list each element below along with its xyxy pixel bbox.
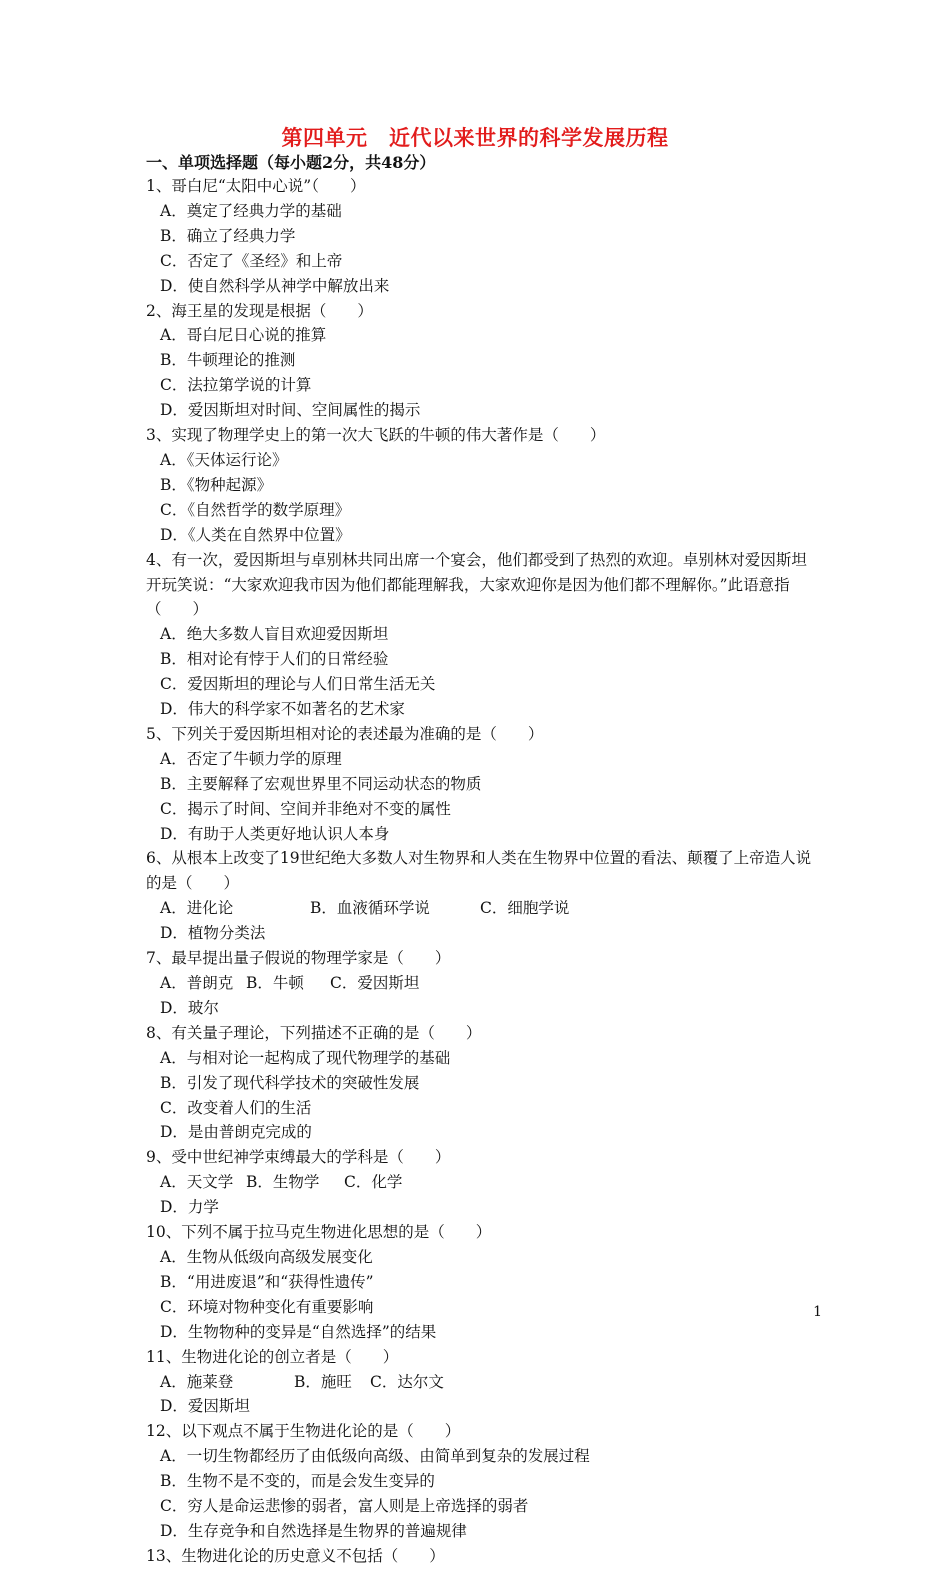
question-text: 10、下列不属于拉马克生物进化思想的是（ ）	[146, 1223, 492, 1242]
answer-option[interactable]: C．揭示了时间、空间并非绝对不变的属性	[160, 799, 451, 818]
question-text: 11、生物进化论的创立者是（ ）	[146, 1347, 399, 1366]
answer-option[interactable]: D．植物分类法	[160, 924, 266, 943]
answer-option[interactable]: C．《自然哲学的数学原理》	[160, 500, 351, 519]
answer-option[interactable]: C．穷人是命运悲惨的弱者，富人则是上帝选择的弱者	[160, 1497, 529, 1516]
answer-option[interactable]: D．生物物种的变异是“自然选择”的结果	[160, 1322, 437, 1341]
answer-option[interactable]: C．否定了《圣经》和上帝	[160, 251, 343, 270]
answer-option[interactable]: A．《天体运行论》	[160, 450, 288, 469]
answer-option[interactable]: C．细胞学说	[480, 899, 570, 918]
page-number: 1	[813, 1304, 822, 1320]
answer-option[interactable]: B．生物学	[246, 1173, 320, 1192]
answer-option[interactable]: D．《人类在自然界中位置》	[160, 525, 351, 544]
answer-option[interactable]: D．玻尔	[160, 998, 219, 1017]
question-text: 9、受中世纪神学束缚最大的学科是（ ）	[146, 1148, 451, 1167]
answer-option[interactable]: A．生物从低级向高级发展变化	[160, 1247, 373, 1266]
answer-option[interactable]: A．普朗克	[160, 974, 234, 992]
answer-option[interactable]: A．否定了牛顿力学的原理	[160, 749, 342, 768]
answer-option[interactable]: A．天文学	[160, 1173, 234, 1192]
answer-option[interactable]: B．主要解释了宏观世界里不同运动状态的物质	[160, 774, 482, 793]
answer-option[interactable]: A．与相对论一起构成了现代物理学的基础	[160, 1048, 451, 1067]
answer-option[interactable]: D．爱因斯坦	[160, 1397, 250, 1416]
question-text: 4、有一次，爱因斯坦与卓别林共同出席一个宴会，他们都受到了热烈的欢迎。卓别林对爱因斯坦开玩笑说：“大家欢迎我市因为他们都能理解我，大家欢迎你是因为他们都不理解你。”此语意指（ ）	[146, 550, 807, 619]
answer-option[interactable]: B．确立了经典力学	[160, 226, 296, 245]
question-text: 2、海王星的发现是根据（ ）	[146, 301, 373, 320]
answer-option[interactable]: C．达尔文	[370, 1372, 444, 1391]
answer-option[interactable]: B．生物不是不变的，而是会发生变异的	[160, 1472, 435, 1491]
answer-option[interactable]: D．是由普朗克完成的	[160, 1123, 312, 1142]
answer-option[interactable]: A．绝大多数人盲目欢迎爱因斯坦	[160, 625, 389, 644]
answer-option[interactable]: B．《物种起源》	[160, 475, 273, 494]
answer-option[interactable]: C．改变着人们的生活	[160, 1098, 312, 1117]
answer-option[interactable]: C．法拉第学说的计算	[160, 376, 312, 395]
answer-option[interactable]: B．“用进废退”和“获得性遗传”	[160, 1272, 374, 1291]
answer-option[interactable]: B．引发了现代科学技术的突破性发展	[160, 1073, 420, 1092]
answer-option[interactable]: D．力学	[160, 1198, 219, 1217]
answer-option[interactable]: A．奠定了经典力学的基础	[160, 201, 342, 220]
answer-option[interactable]: D．生存竞争和自然选择是生物界的普遍规律	[160, 1521, 467, 1540]
question-text: 8、有关量子理论，下列描述不正确的是（ ）	[146, 1023, 482, 1042]
answer-option[interactable]: D．爱因斯坦对时间、空间属性的揭示	[160, 401, 421, 420]
answer-option[interactable]: B．血液循环学说	[310, 899, 430, 918]
answer-option[interactable]: C．爱因斯坦	[330, 974, 420, 992]
question-text: 6、从根本上改变了19世纪绝大多数人对生物界和人类在生物界中位置的看法、颠覆了上帝造人说的是（ ）	[146, 849, 812, 893]
question-text: 5、下列关于爱因斯坦相对论的表述最为准确的是（ ）	[146, 724, 544, 743]
answer-option[interactable]: C．环境对物种变化有重要影响	[160, 1297, 374, 1316]
answer-option[interactable]: C．化学	[344, 1173, 403, 1192]
answer-option[interactable]: A．一切生物都经历了由低级向高级、由简单到复杂的发展过程	[160, 1447, 590, 1466]
question-text: 13、生物进化论的历史意义不包括（ ）	[146, 1546, 445, 1565]
section-heading: 一、单项选择题（每小题2分，共48分）	[146, 153, 436, 172]
answer-option[interactable]: A．进化论	[160, 899, 234, 918]
answer-option[interactable]: D．有助于人类更好地认识人本身	[160, 824, 390, 843]
question-text: 12、以下观点不属于生物进化论的是（ ）	[146, 1422, 461, 1441]
answer-option[interactable]: D．使自然科学从神学中解放出来	[160, 276, 390, 295]
answer-option[interactable]: D．伟大的科学家不如著名的艺术家	[160, 700, 405, 719]
answer-option[interactable]: B．牛顿	[246, 974, 304, 992]
page-title: 第四单元 近代以来世界的科学发展历程	[281, 125, 669, 150]
question-text: 3、实现了物理学史上的第一次大飞跃的牛顿的伟大著作是（ ）	[146, 426, 606, 445]
question-text: 1、哥白尼“太阳中心说”（ ）	[146, 177, 366, 195]
answer-option[interactable]: C．爱因斯坦的理论与人们日常生活无关	[160, 675, 436, 694]
question-text: 7、最早提出量子假说的物理学家是（ ）	[146, 949, 451, 968]
question-list	[146, 174, 816, 1569]
answer-option[interactable]: A．哥白尼日心说的推算	[160, 326, 327, 345]
answer-option[interactable]: A．施莱登	[160, 1372, 234, 1391]
answer-option[interactable]: B．相对论有悖于人们的日常经验	[160, 650, 389, 669]
answer-option[interactable]: B．牛顿理论的推测	[160, 351, 296, 370]
answer-option[interactable]: B．施旺	[294, 1372, 352, 1391]
